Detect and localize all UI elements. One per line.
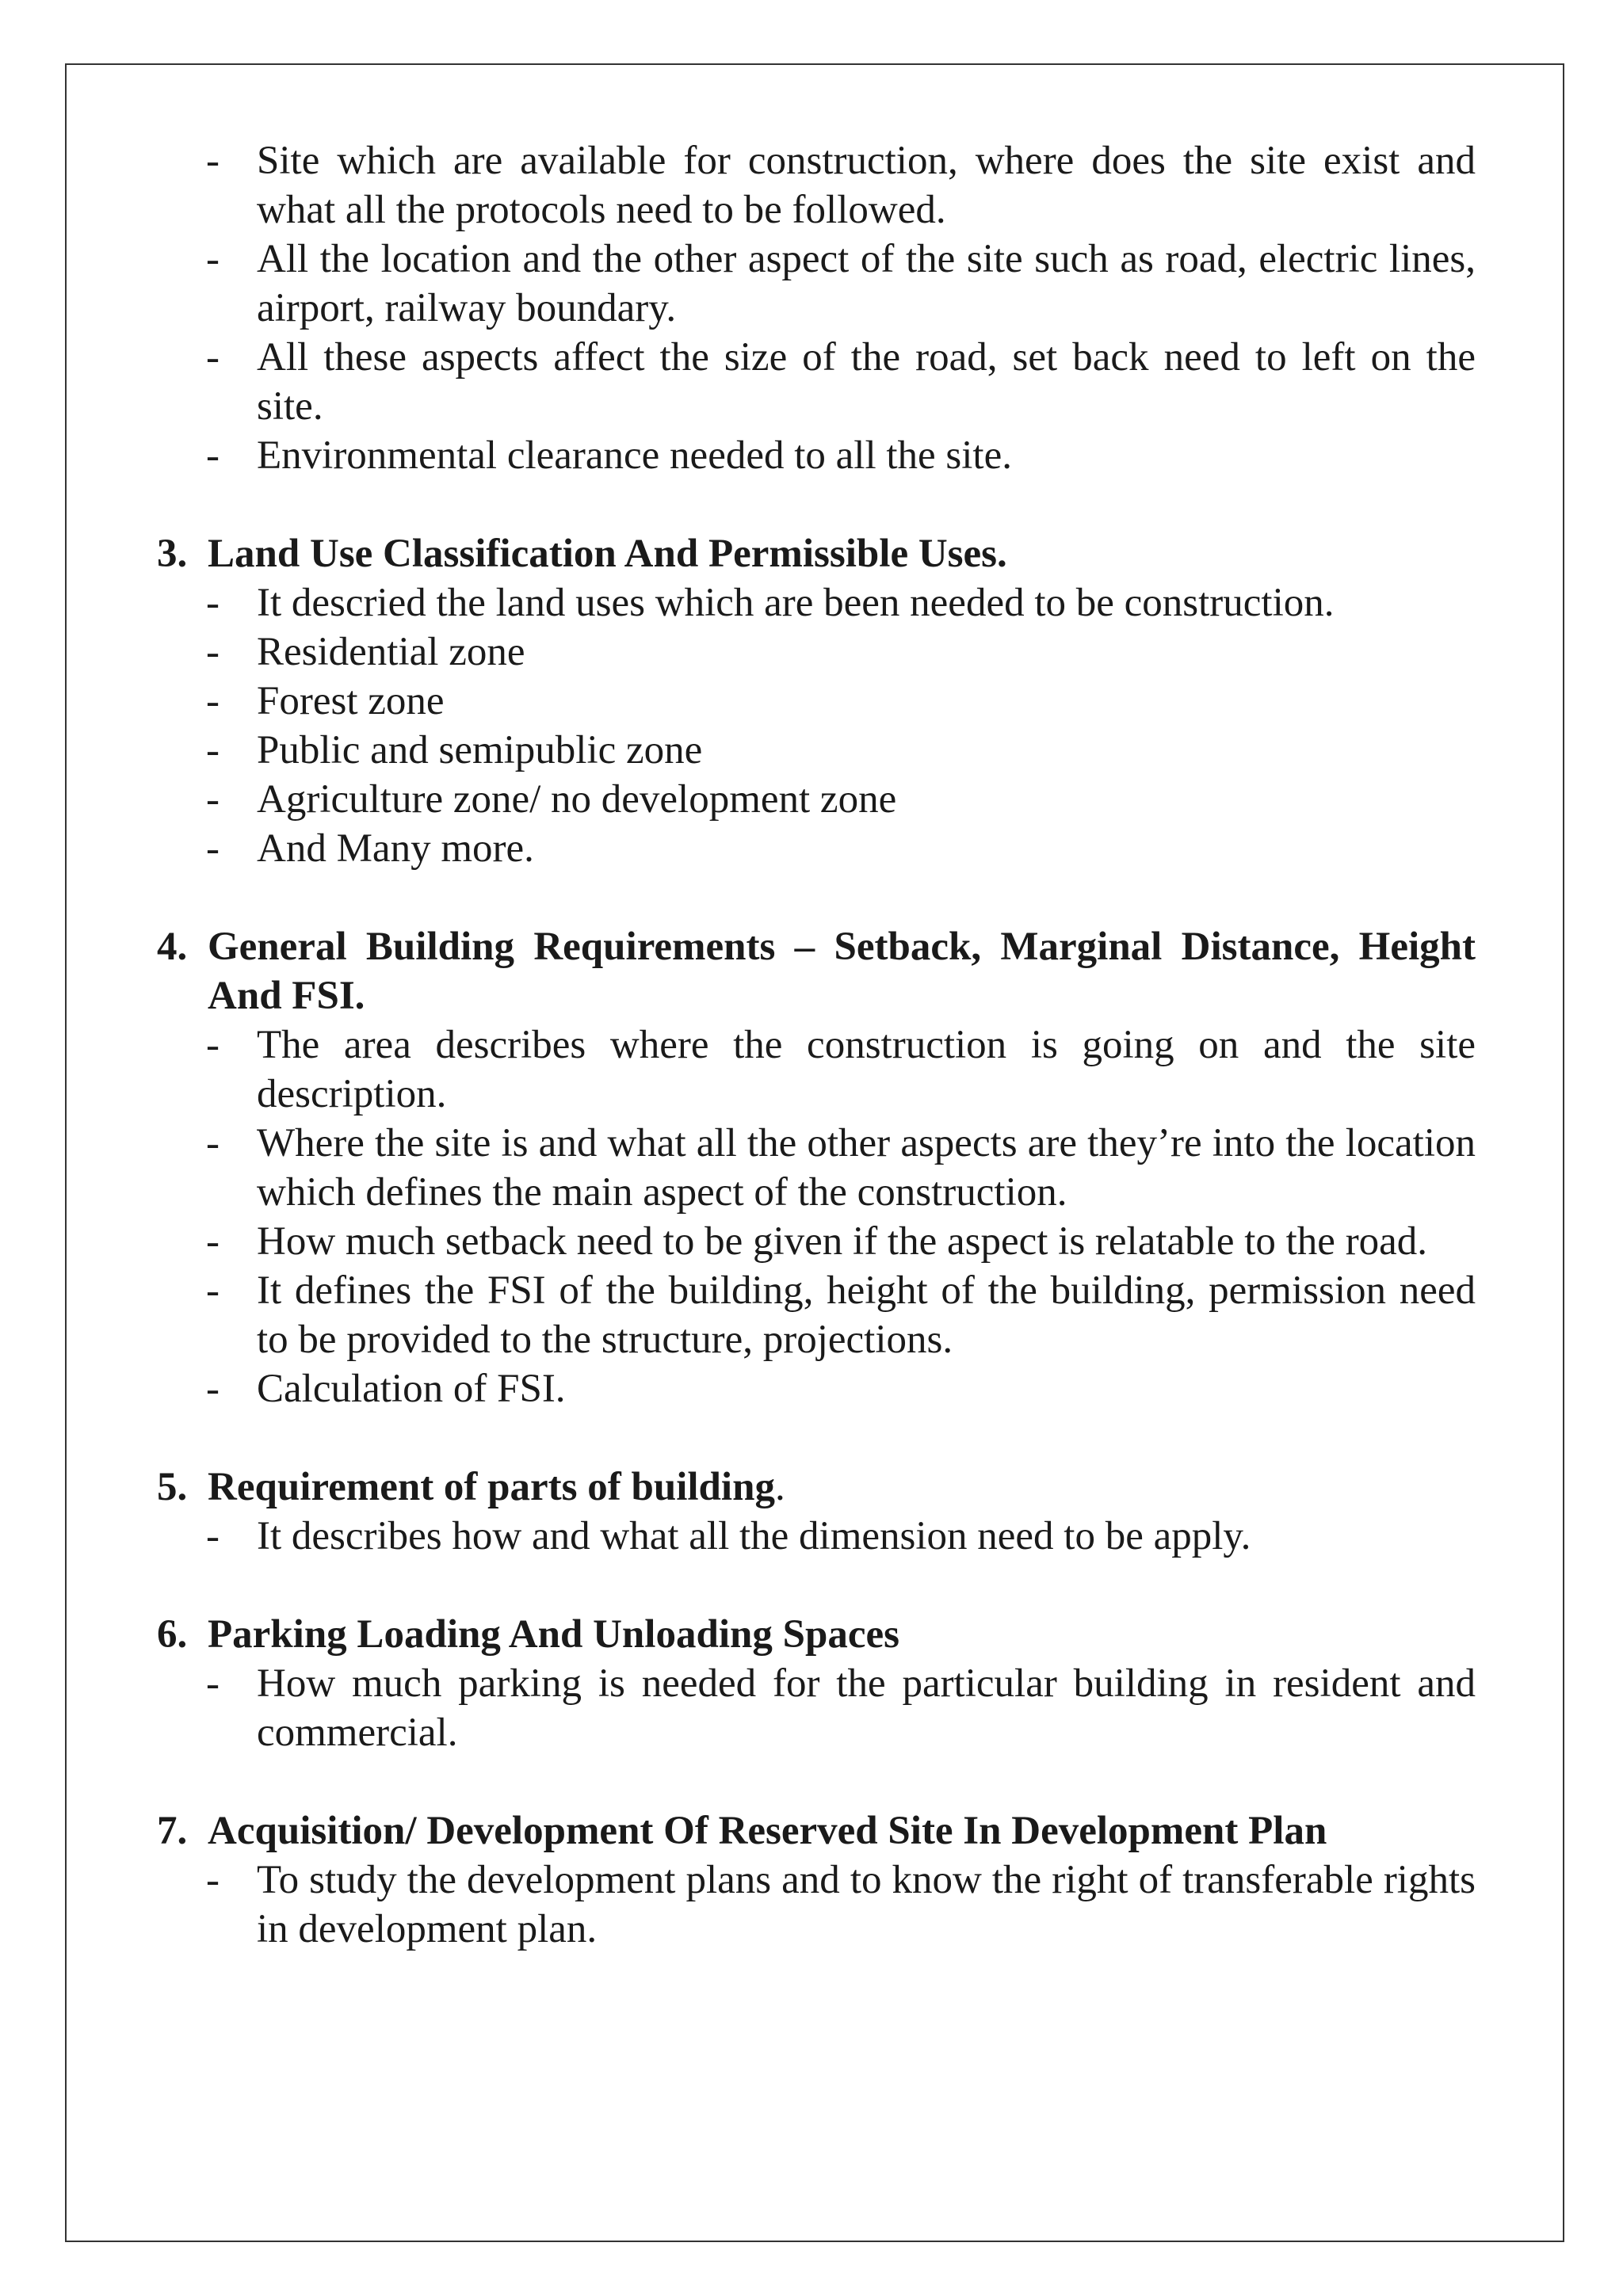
bullet-dash: - [206,581,220,625]
bullet-text: How much setback need to be given if the aspect is relatable to the road. [257,1219,1428,1264]
bullet-text: It describes how and what all the dimension need to be apply. [257,1514,1251,1558]
bullet-dash: - [206,1219,220,1264]
section-bullet-list [157,1659,1476,1757]
list-item [157,677,1476,726]
bullet-dash: - [206,139,220,183]
section-number: 7. [157,1809,188,1853]
bullet-dash: - [206,1023,220,1067]
section-heading [157,922,1476,1020]
bullet-text: It descried the land uses which are been needed to be construction. [257,581,1335,625]
list-item [157,333,1476,431]
section-bullet-list [157,1512,1476,1561]
bullet-dash: - [206,728,220,772]
bullet-dash: - [206,826,220,871]
document-body [157,136,1476,1954]
list-item [157,726,1476,775]
bullet-dash: - [206,1661,220,1706]
bullet-dash: - [206,679,220,723]
bullet-text: The area describes where the construction is going on and the site description. [257,1023,1476,1116]
section-number: 6. [157,1612,188,1657]
bullet-dash: - [206,1858,220,1902]
bullet-dash: - [206,335,220,379]
bullet-text: Agriculture zone/ no development zone [257,777,897,822]
section-land-use [157,529,1476,873]
list-item [157,1020,1476,1119]
section-bullet-list [157,1020,1476,1413]
bullet-text: All the location and the other aspect of the site such as road, electric lines, airport, railway boundary. [257,237,1476,330]
bullet-text: Calculation of FSI. [257,1367,566,1411]
bullet-dash: - [206,777,220,822]
list-item [157,136,1476,235]
bullet-dash: - [206,1367,220,1411]
section-bullet-list [157,578,1476,873]
bullet-dash: - [206,1121,220,1165]
section-title-suffix: . [774,1465,785,1509]
list-item [157,824,1476,873]
bullet-text: All these aspects affect the size of the road, set back need to left on the site. [257,335,1476,429]
section-bullet-list [157,1855,1476,1954]
section-heading [157,1463,1476,1512]
bullet-text: Site which are available for construction, where does the site exist and what all the protocols need to be followed. [257,139,1476,232]
section-parts-of-building [157,1463,1476,1561]
list-item [157,1119,1476,1217]
section-title: Acquisition/ Development Of Reserved Site In Development Plan [208,1809,1327,1853]
bullet-text: And Many more. [257,826,534,871]
bullet-text: It defines the FSI of the building, height of the building, permission need to be provided to the structure, projections. [257,1268,1476,1362]
section-title: Parking Loading And Unloading Spaces [208,1612,899,1657]
bullet-dash: - [206,237,220,281]
list-item [157,1364,1476,1413]
list-item [157,1659,1476,1757]
list-item [157,1855,1476,1954]
bullet-text: How much parking is needed for the particular building in resident and commercial. [257,1661,1476,1755]
section-title: Land Use Classification And Permissible Uses. [208,532,1007,576]
bullet-dash: - [206,1514,220,1558]
list-item [157,431,1476,480]
intro-bullet-list [157,136,1476,480]
section-heading [157,529,1476,578]
section-number: 4. [157,925,188,969]
section-heading [157,1610,1476,1659]
bullet-text: Environmental clearance needed to all the site. [257,433,1012,478]
section-title: Requirement of parts of building [208,1465,775,1509]
section-heading [157,1806,1476,1855]
bullet-dash: - [206,433,220,478]
list-item [157,1266,1476,1364]
bullet-dash: - [206,630,220,674]
section-number: 3. [157,532,188,576]
section-general-building-requirements [157,922,1476,1413]
list-item [157,1512,1476,1561]
bullet-text: Forest zone [257,679,445,723]
bullet-dash: - [206,1268,220,1313]
section-parking [157,1610,1476,1757]
section-acquisition [157,1806,1476,1954]
list-item [157,235,1476,333]
bullet-text: Where the site is and what all the other aspects are they’re into the location which defines the main aspect of the construction. [257,1121,1476,1215]
section-number: 5. [157,1465,188,1509]
list-item [157,578,1476,627]
bullet-text: Public and semipublic zone [257,728,703,772]
list-item [157,1217,1476,1266]
section-title: General Building Requirements – Setback, Marginal Distance, Height And FSI. [208,925,1476,1018]
bullet-text: To study the development plans and to know the right of transferable rights in development plan. [257,1858,1476,1951]
bullet-text: Residential zone [257,630,525,674]
list-item [157,775,1476,824]
list-item [157,627,1476,677]
